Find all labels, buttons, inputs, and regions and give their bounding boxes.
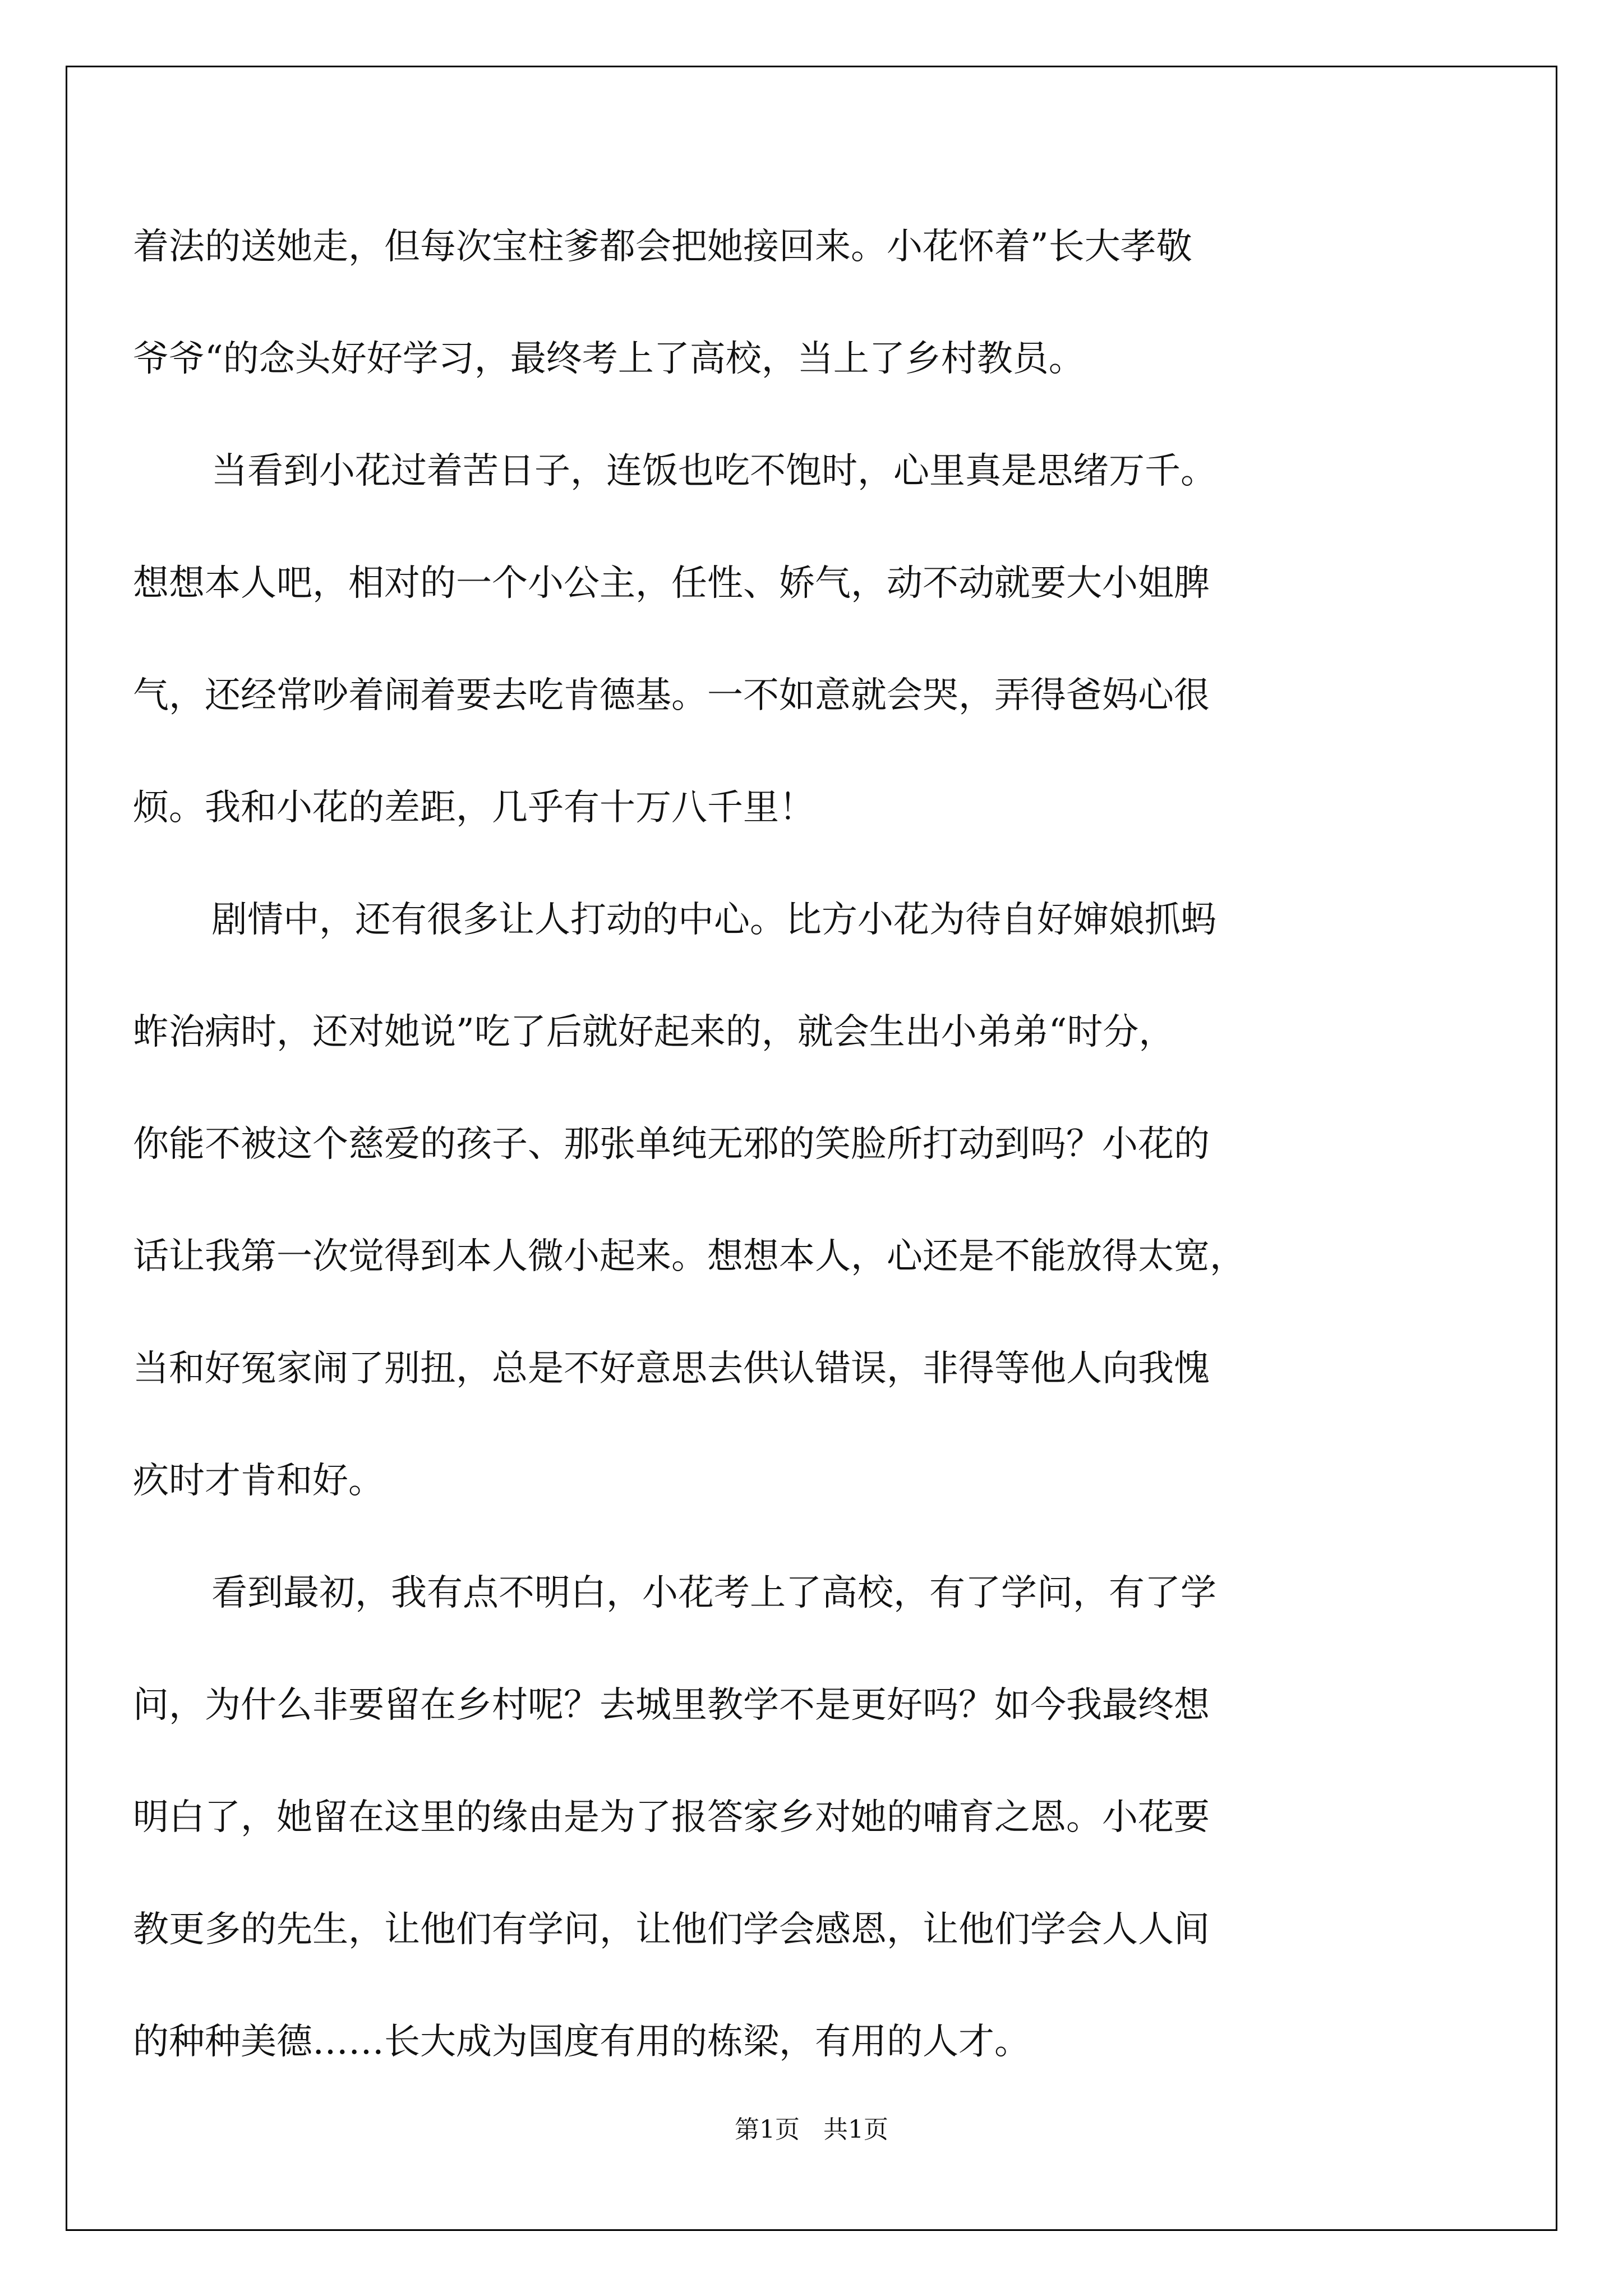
text-line: 蚱治病时，还对她说”吃了后就好起来的，就会生出小弟弟“时分，: [133, 1011, 1175, 1053]
text-line: 疚时才肯和好。: [133, 1460, 384, 1502]
text-line: 你能不被这个慈爱的孩子、那张单纯无邪的笑脸所打动到吗？小花的: [133, 1124, 1210, 1165]
text-line: 气，还经常吵着闹着要去吃肯德基。一不如意就会哭，弄得爸妈心很: [133, 675, 1210, 716]
text-line: 教更多的先生，让他们有学问，让他们学会感恩，让他们学会人人间: [133, 1909, 1210, 1950]
text-line: 着法的送她走，但每次宝柱爹都会把她接回来。小花怀着”长大孝敬: [133, 226, 1192, 268]
text-line: 话让我第一次觉得到本人微小起来。想想本人，心还是不能放得太宽，: [133, 1236, 1246, 1277]
page-number-footer: 第1页 共1页: [735, 2115, 888, 2144]
text-line: 烦。我和小花的差距，几乎有十万八千里！: [133, 787, 815, 829]
document-body: [133, 191, 1490, 2098]
text-line: 想想本人吧，相对的一个小公主，任性、娇气，动不动就要大小姐脾: [133, 563, 1210, 604]
paragraph-start-line: 当看到小花过着苦日子，连饭也吃不饱时，心里真是思绪万千。: [211, 450, 1216, 492]
paragraph-start-line: 看到最初，我有点不明白，小花考上了高校，有了学问，有了学: [211, 1572, 1216, 1614]
text-line: 爷爷“的念头好好学习，最终考上了高校，当上了乡村教员。: [133, 338, 1085, 380]
text-line: 的种种美德……长大成为国度有用的栋梁，有用的人才。: [133, 2021, 1030, 2063]
text-line: 当和好冤家闹了别扭，总是不好意思去供认错误，非得等他人向我愧: [133, 1348, 1210, 1389]
text-line: 问，为什么非要留在乡村呢？去城里教学不是更好吗？如今我最终想: [133, 1685, 1210, 1726]
text-line: 明白了，她留在这里的缘由是为了报答家乡对她的哺育之恩。小花要: [133, 1797, 1210, 1838]
paragraph-start-line: 剧情中，还有很多让人打动的中心。比方小花为待自好婶娘抓蚂: [211, 899, 1216, 941]
